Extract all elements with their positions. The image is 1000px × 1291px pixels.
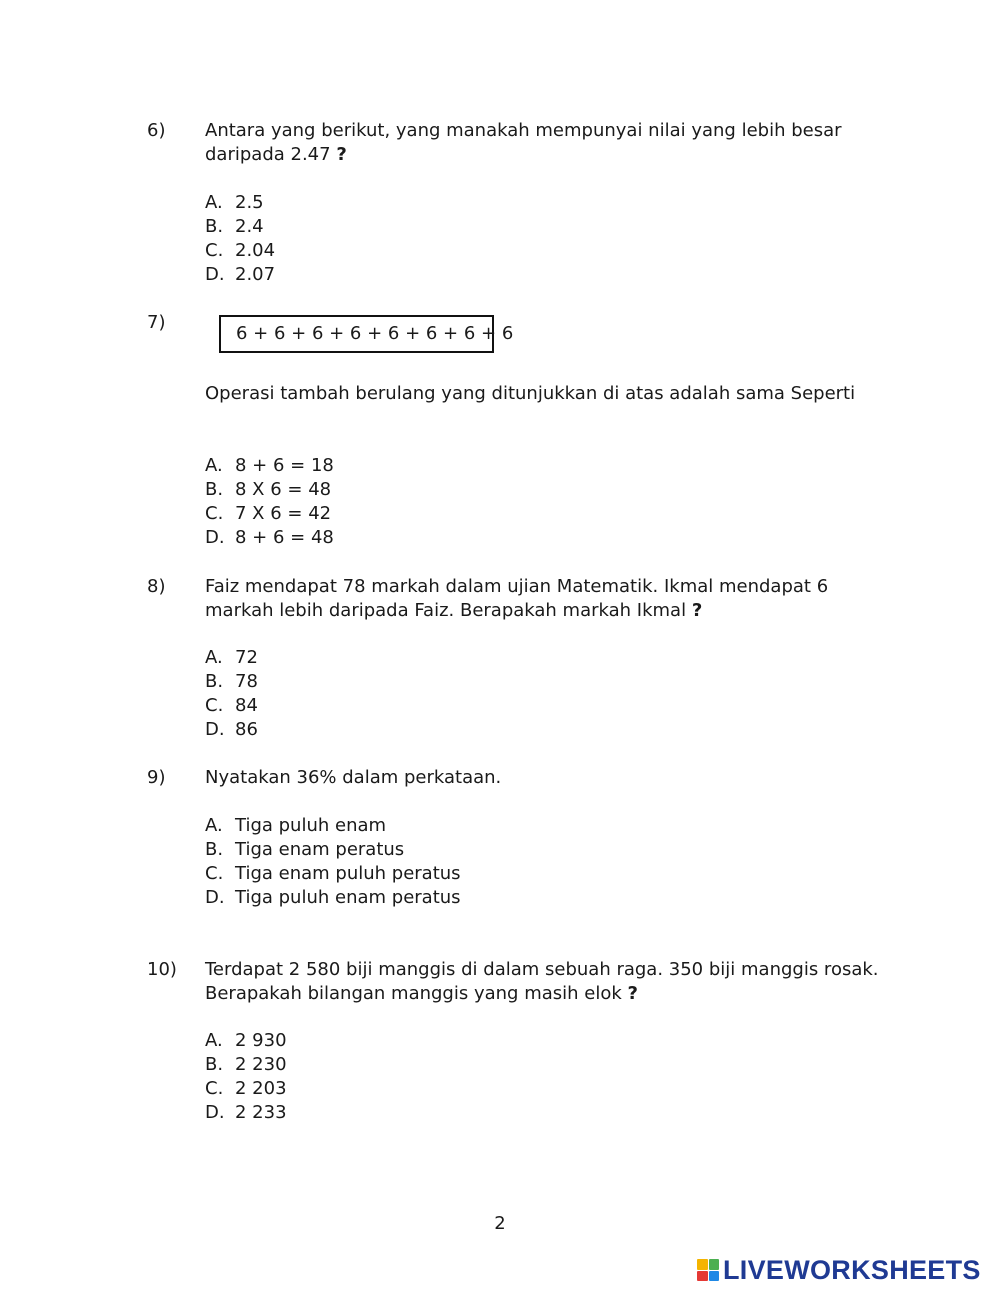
option-a[interactable]: A. Tiga puluh enam — [205, 815, 387, 836]
option-b[interactable]: B. 2 230 — [205, 1054, 287, 1075]
question-number: 9) — [147, 767, 166, 788]
brand-text: LIVEWORKSHEETS — [723, 1255, 981, 1285]
option-c[interactable]: C. 7 X 6 = 42 — [205, 503, 332, 524]
options-list — [205, 646, 258, 742]
option-c[interactable]: C. 2 203 — [205, 1078, 287, 1099]
page-number: 2 — [494, 1213, 506, 1234]
option-d[interactable]: D. 2 233 — [205, 1102, 287, 1123]
logo-grid-icon — [697, 1259, 719, 1281]
options-list — [205, 814, 461, 910]
option-b[interactable]: B. Tiga enam peratus — [205, 839, 405, 860]
repeated-addition-box: 6 + 6 + 6 + 6 + 6 + 6 + 6 + 6 — [219, 315, 494, 353]
option-c[interactable]: C. 84 — [205, 695, 258, 716]
option-b[interactable]: B. 78 — [205, 671, 258, 692]
options-list — [205, 191, 275, 287]
option-c[interactable]: C. Tiga enam puluh peratus — [205, 863, 461, 884]
option-d[interactable]: D. Tiga puluh enam peratus — [205, 887, 461, 908]
question-text: Operasi tambah berulang yang ditunjukkan di atas adalah sama Seperti — [205, 383, 856, 404]
option-a[interactable]: A. 2 930 — [205, 1030, 287, 1051]
question-mark: ? — [627, 983, 638, 1004]
question-text: Nyatakan 36% dalam perkataan. — [205, 767, 502, 788]
option-d[interactable]: D. 2.07 — [205, 264, 276, 285]
logo-square — [697, 1271, 708, 1282]
option-b[interactable]: B. 2.4 — [205, 216, 264, 237]
question-number: 7) — [147, 312, 166, 333]
option-a[interactable]: A. 2.5 — [205, 192, 264, 213]
question-text: Faiz mendapat 78 markah dalam ujian Matematik. Ikmal mendapat 6 markah lebih daripada Faiz. Berapakah markah Ikmal ? — [205, 576, 829, 621]
option-c[interactable]: C. 2.04 — [205, 240, 276, 261]
option-a[interactable]: A. 8 + 6 = 18 — [205, 455, 334, 476]
options-list — [205, 1029, 287, 1125]
logo-square — [709, 1271, 720, 1282]
option-a[interactable]: A. 72 — [205, 647, 258, 668]
option-b[interactable]: B. 8 X 6 = 48 — [205, 479, 332, 500]
question-text: Antara yang berikut, yang manakah mempunyai nilai yang lebih besar daripada 2.47 ? — [205, 120, 842, 165]
question-mark: ? — [336, 144, 347, 165]
option-d[interactable]: D. 86 — [205, 719, 258, 740]
liveworksheets-logo — [697, 1256, 981, 1284]
option-d[interactable]: D. 8 + 6 = 48 — [205, 527, 334, 548]
question-number: 8) — [147, 576, 166, 597]
logo-square — [709, 1259, 720, 1270]
question-number: 6) — [147, 120, 166, 141]
options-list — [205, 454, 334, 550]
question-number: 10) — [147, 959, 177, 980]
question-text: Terdapat 2 580 biji manggis di dalam sebuah raga. 350 biji manggis rosak. Berapakah bilangan manggis yang masih elok ? — [205, 959, 879, 1004]
question-mark: ? — [691, 600, 703, 621]
logo-square — [697, 1259, 708, 1270]
